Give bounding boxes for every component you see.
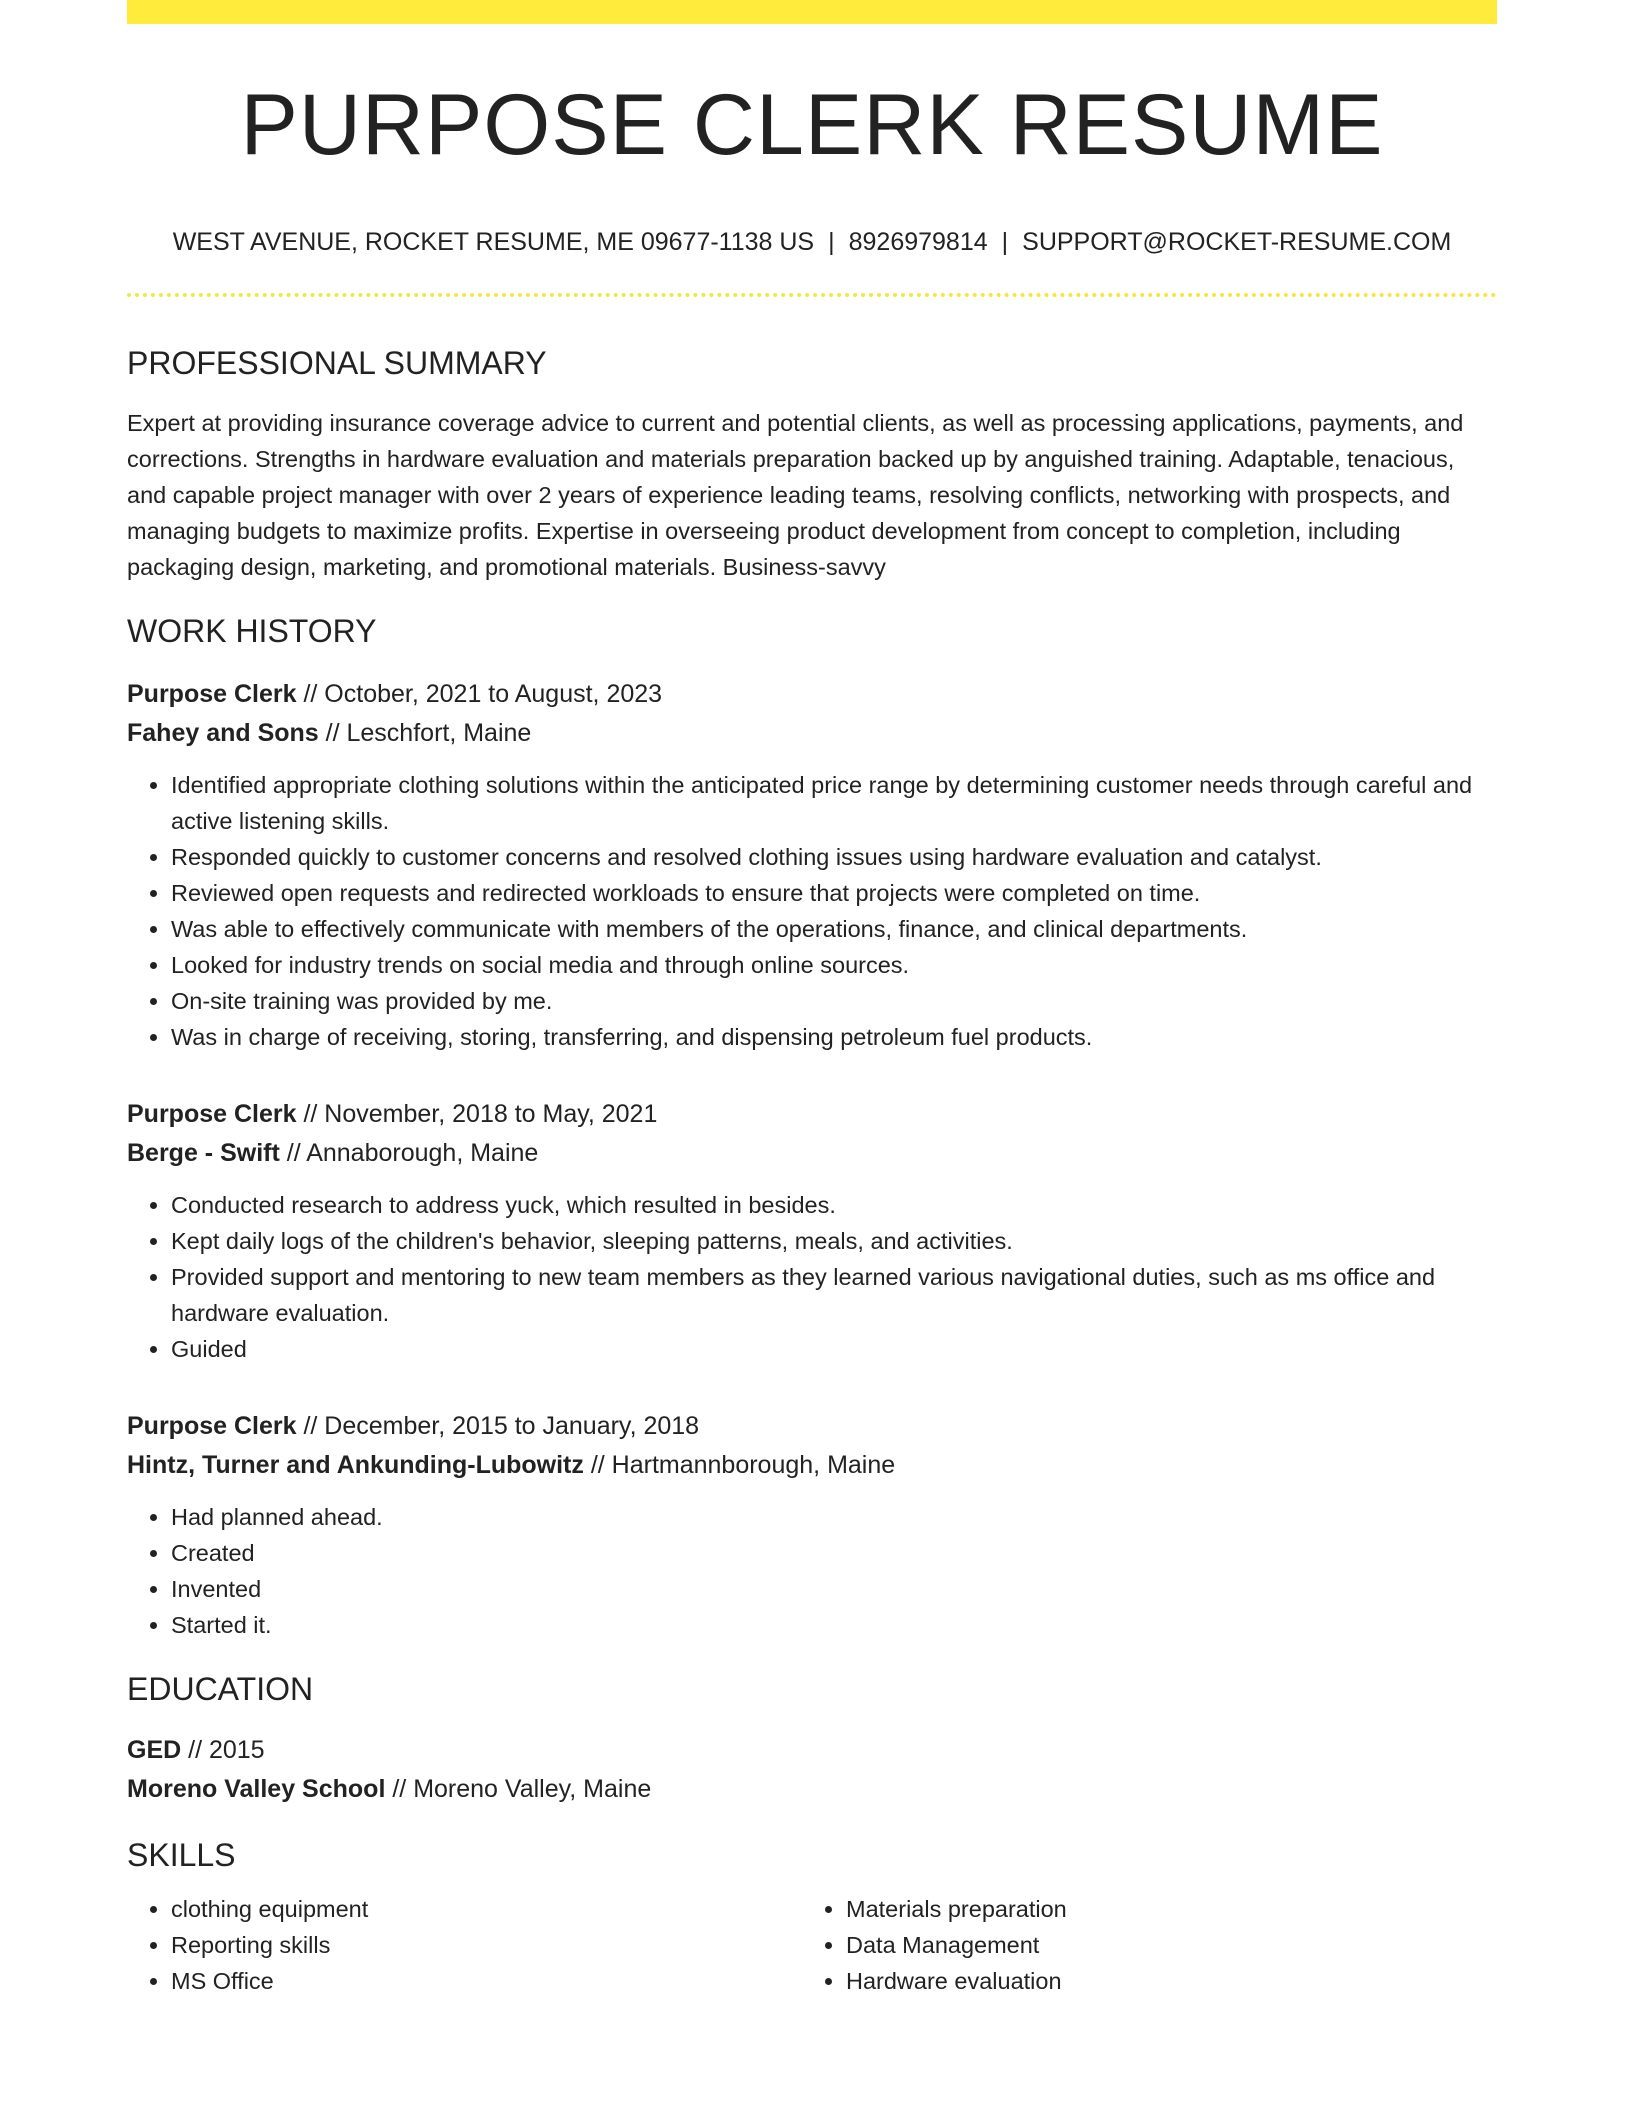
job-bullet: • Conducted research to address yuck, which resulted in besides.: [171, 1187, 1497, 1223]
skills-list: [127, 1891, 1497, 1999]
job-title-line: [127, 1407, 1497, 1446]
job-bullet: • Kept daily logs of the children's behavior, sleeping patterns, meals, and activities.: [171, 1223, 1497, 1259]
job-bullet: • Was able to effectively communicate with members of the operations, finance, and clinical departments.: [171, 911, 1497, 947]
skills-column-right: [802, 1891, 1477, 1999]
job-bullet: • Looked for industry trends on social media and through online sources.: [171, 947, 1497, 983]
contact-email: SUPPORT@ROCKET-RESUME.COM: [1022, 228, 1452, 256]
contact-separator: |: [828, 228, 835, 256]
job-bullet: • Invented: [171, 1571, 1497, 1607]
skills-heading: SKILLS: [127, 1837, 236, 1873]
education-entry: [127, 1731, 1497, 1809]
job-location: // Leschfort, Maine: [318, 719, 532, 747]
education-degree: GED: [127, 1736, 182, 1764]
job-company-line: [127, 1134, 1497, 1173]
job-location: // Annaborough, Maine: [279, 1139, 539, 1167]
job-company-line: [127, 714, 1497, 753]
job-title-line: [127, 1095, 1497, 1134]
contact-line: [127, 230, 1497, 255]
education-year: // 2015: [181, 1736, 265, 1764]
job-bullets: [127, 767, 1497, 1055]
skill-item: • MS Office: [171, 1963, 802, 1999]
education-school: Moreno Valley School: [127, 1775, 386, 1803]
skill-item: • Hardware evaluation: [846, 1963, 1477, 1999]
job-bullet: • Created: [171, 1535, 1497, 1571]
job-bullet: • On-site training was provided by me.: [171, 983, 1497, 1019]
summary-text: Expert at providing insurance coverage advice to current and potential clients, as well as processing applications, payments, and corrections. Strengths in hardware evaluation and materials preparation backed up by anguished training. Adaptable, tenacious, and capable project manager with over 2 years of experience leading teams, resolving conflicts, networking with prospects, and managing budgets to maximize profits. Expertise in overseeing product development from concept to completion, including packaging design, marketing, and promotional materials. Business-savvy: [127, 410, 1464, 580]
skill-item: • Reporting skills: [171, 1927, 802, 1963]
resume-page: [127, 0, 1497, 1999]
job-bullets: [127, 1187, 1497, 1367]
job-bullets: [127, 1499, 1497, 1643]
job-bullet: • Was in charge of receiving, storing, transferring, and dispensing petroleum fuel products.: [171, 1019, 1497, 1055]
job-bullet: • Responded quickly to customer concerns and resolved clothing issues using hardware evaluation and catalyst.: [171, 839, 1497, 875]
contact-address: WEST AVENUE, ROCKET RESUME, ME 09677-1138 US: [172, 228, 815, 256]
work-history-heading: WORK HISTORY: [127, 613, 377, 649]
job-title-line: [127, 675, 1497, 714]
job-position: Purpose Clerk: [127, 1412, 297, 1440]
contact-separator: |: [1001, 228, 1009, 256]
dotted-divider: [127, 293, 1497, 297]
job-dates: // October, 2021 to August, 2023: [296, 680, 663, 708]
job-entry: [127, 1407, 1497, 1643]
job-entry: [127, 675, 1497, 1055]
education-location: // Moreno Valley, Maine: [385, 1775, 652, 1803]
job-dates: // December, 2015 to January, 2018: [296, 1412, 700, 1440]
education-heading: EDUCATION: [127, 1671, 314, 1707]
job-bullet: • Identified appropriate clothing solutions within the anticipated price range by determining customer needs through careful and active listening skills.: [171, 767, 1497, 839]
job-company: Hintz, Turner and Ankunding-Lubowitz: [127, 1451, 584, 1479]
contact-phone: 8926979814: [848, 228, 988, 256]
resume-title: PURPOSE CLERK RESUME: [240, 77, 1384, 173]
job-dates: // November, 2018 to May, 2021: [296, 1100, 658, 1128]
skill-item: • Materials preparation: [846, 1891, 1477, 1927]
job-position: Purpose Clerk: [127, 1100, 297, 1128]
job-position: Purpose Clerk: [127, 680, 297, 708]
job-bullet: • Reviewed open requests and redirected workloads to ensure that projects were completed on time.: [171, 875, 1497, 911]
job-entry: [127, 1095, 1497, 1367]
accent-top-bar: [127, 0, 1497, 24]
job-company: Fahey and Sons: [127, 719, 319, 747]
skill-item: • clothing equipment: [171, 1891, 802, 1927]
job-bullet: • Started it.: [171, 1607, 1497, 1643]
job-company-line: [127, 1446, 1497, 1485]
job-location: // Hartmannborough, Maine: [583, 1451, 896, 1479]
job-bullet: • Provided support and mentoring to new team members as they learned various navigational duties, such as ms office and hardware evaluation.: [171, 1259, 1497, 1331]
skills-column-left: [127, 1891, 802, 1999]
job-bullet: • Had planned ahead.: [171, 1499, 1497, 1535]
job-bullet: • Guided: [171, 1331, 1497, 1367]
education-school-line: [127, 1770, 1497, 1809]
job-company: Berge - Swift: [127, 1139, 280, 1167]
summary-heading: PROFESSIONAL SUMMARY: [127, 345, 547, 381]
education-degree-line: [127, 1731, 1497, 1770]
skill-item: • Data Management: [846, 1927, 1477, 1963]
